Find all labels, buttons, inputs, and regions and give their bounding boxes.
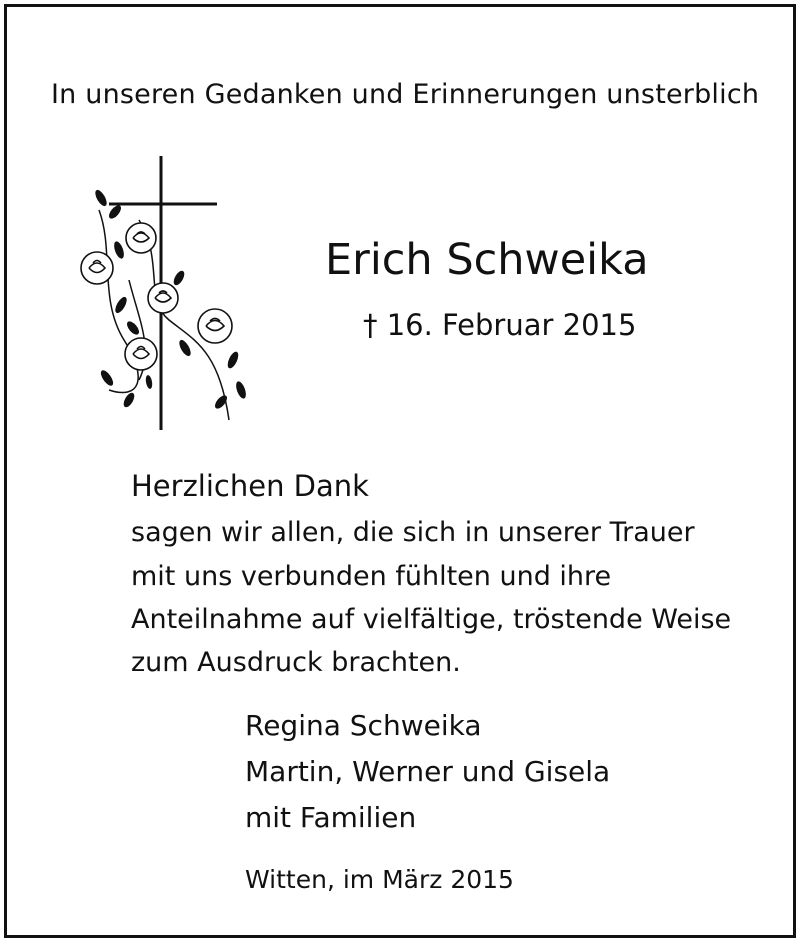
signatory: Martin, Werner und Gisela [245,755,611,788]
message-line: Anteilnahme auf vielfältige, tröstende Weise [131,604,732,635]
obituary-notice [4,4,796,938]
place-and-date: Witten, im März 2015 [245,865,514,894]
signatory: mit Familien [245,801,417,834]
cross-with-roses-icon [69,150,259,435]
death-date: † 16. Februar 2015 [363,308,637,342]
message-line: sagen wir allen, die sich in unserer Trauer [131,517,695,548]
message-line: zum Ausdruck brachten. [131,647,461,678]
message-line: mit uns verbunden fühlten und ihre [131,561,612,592]
motto: In unseren Gedanken und Erinnerungen unsterblich [51,79,760,110]
thanks-heading: Herzlichen Dank [131,469,369,503]
deceased-name: Erich Schweika [325,235,649,285]
signatory: Regina Schweika [245,709,482,742]
